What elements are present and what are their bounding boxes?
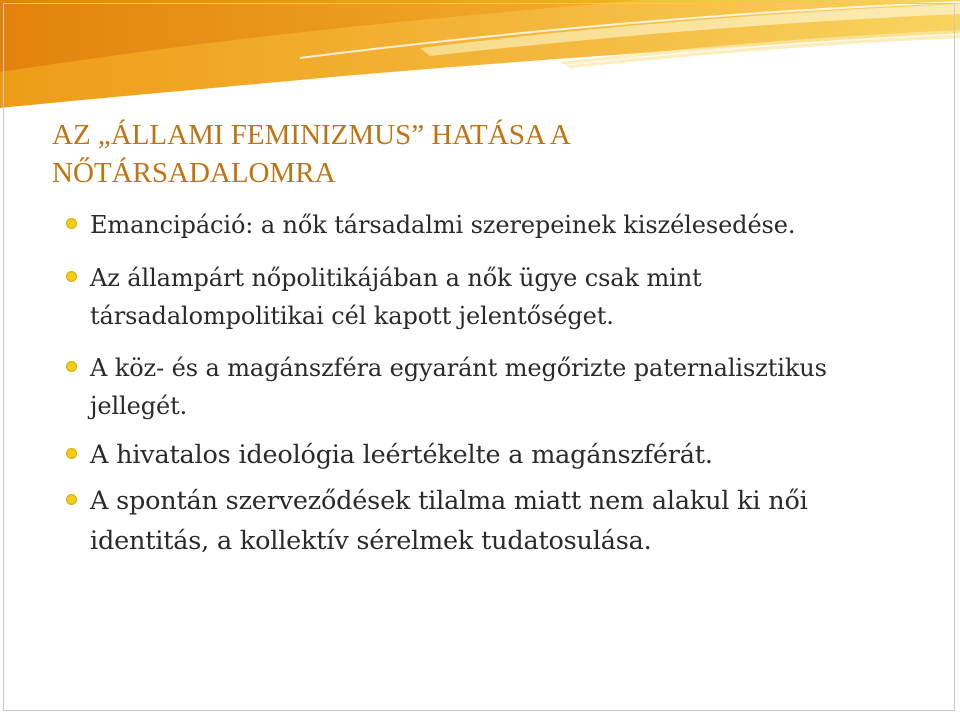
bullet-text: Emancipáció: a nők társadalmi szerepeinek kiszélesedése. [90, 211, 796, 239]
header-swoosh-decoration [0, 0, 960, 110]
list-item [64, 259, 924, 335]
list-item [64, 349, 924, 425]
list-item [64, 435, 924, 475]
bullet-text: A spontán szerveződések tilalma miatt nem alakul ki női identitás, a kollektív sérelmek tudatosulása. [90, 486, 808, 556]
bullet-text: A hivatalos ideológia leértékelte a magánszférát. [90, 440, 713, 470]
round-bullet-icon [66, 448, 77, 459]
list-item [64, 481, 924, 561]
list-item [64, 206, 924, 244]
round-bullet-icon [66, 494, 77, 505]
bullet-text: A köz- és a magánszféra egyaránt megőrizte paternalisztikus jellegét. [90, 354, 827, 420]
slide-title: AZ „ÁLLAMI FEMINIZMUS” HATÁSA A NŐTÁRSADALOMRA [52, 119, 571, 189]
round-bullet-icon [66, 271, 77, 282]
bullet-list [64, 206, 924, 561]
bullet-text: Az állampárt nőpolitikájában a nők ügye csak mint társadalompolitikai cél kapott jelentőséget. [90, 264, 702, 330]
round-bullet-icon [66, 218, 77, 229]
round-bullet-icon [66, 361, 77, 372]
